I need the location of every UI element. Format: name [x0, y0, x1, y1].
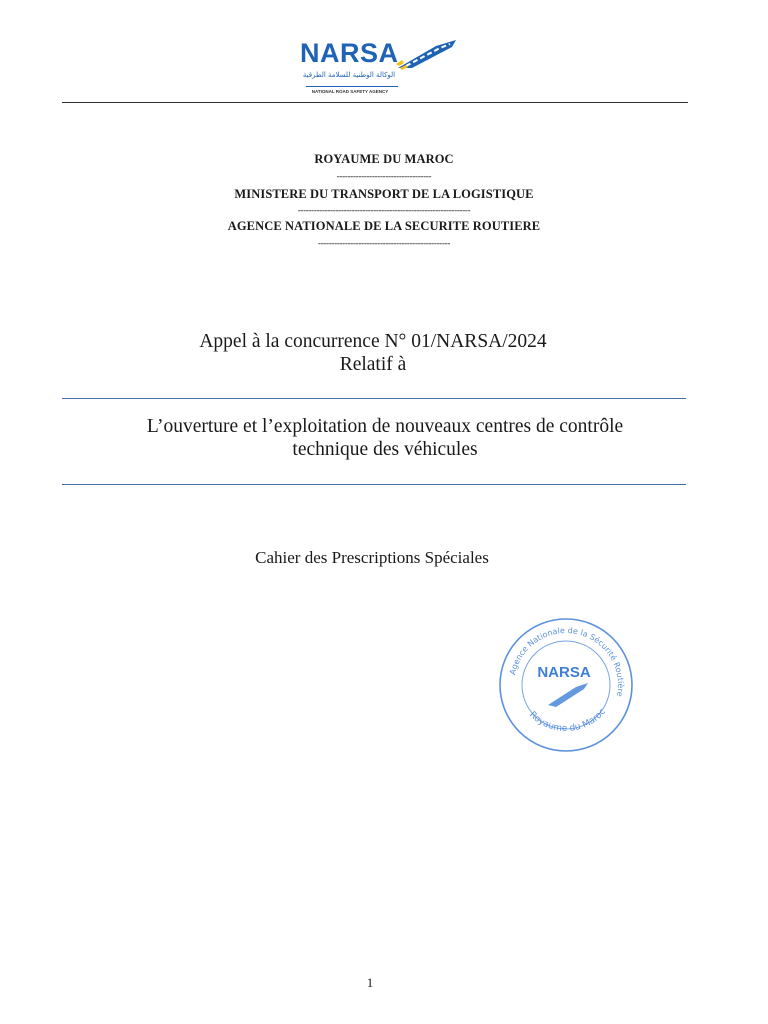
document-type: Cahier des Prescriptions Spéciales — [255, 548, 489, 567]
logo-underline — [306, 86, 398, 87]
dash-separator-2: ---------------------------------------------------------------- — [297, 206, 471, 215]
kingdom-heading: ROYAUME DU MAROC — [314, 152, 454, 166]
header-rule — [62, 102, 688, 103]
logo-arabic-text: الوكالة الوطنية للسلامة الطرقية — [302, 71, 396, 79]
stamp-ring-text: Agence Nationale de la Sécurité Routière — [508, 625, 626, 698]
logo-wordmark: NARSA — [300, 38, 399, 68]
logo-english-text: NATIONAL ROAD SAFETY AGENCY — [311, 89, 389, 94]
dash-separator-1: ----------------------------------- — [336, 172, 432, 181]
narsa-logo — [296, 34, 466, 96]
agency-heading: AGENCE NATIONALE DE LA SECURITE ROUTIERE — [227, 219, 541, 233]
dash-separator-3: ------------------------------------------------- — [317, 239, 451, 248]
stamp-center-text: NARSA — [537, 664, 591, 681]
subject-line-2: technique des véhicules — [292, 439, 478, 460]
tender-title: Appel à la concurrence N° 01/NARSA/2024 — [199, 331, 547, 352]
stamp-bottom-text: Royaume du Maroc — [527, 707, 608, 735]
svg-text:Agence Nationale de la Sécurit — [508, 626, 626, 698]
tender-relatif: Relatif à — [339, 354, 407, 375]
subject-top-rule — [62, 398, 686, 399]
stamp-seal — [496, 615, 636, 755]
svg-text:Royaume du Maroc — [527, 707, 608, 734]
official-stamp — [496, 615, 636, 755]
road-logo-icon — [396, 38, 458, 70]
stamp-road-icon — [548, 683, 588, 707]
ministry-heading: MINISTERE DU TRANSPORT DE LA LOGISTIQUE — [234, 187, 534, 201]
page-number: 1 — [366, 975, 374, 990]
subject-bottom-rule — [62, 484, 686, 485]
subject-line-1: L’ouverture et l’exploitation de nouveaux centres de contrôle — [146, 416, 624, 437]
